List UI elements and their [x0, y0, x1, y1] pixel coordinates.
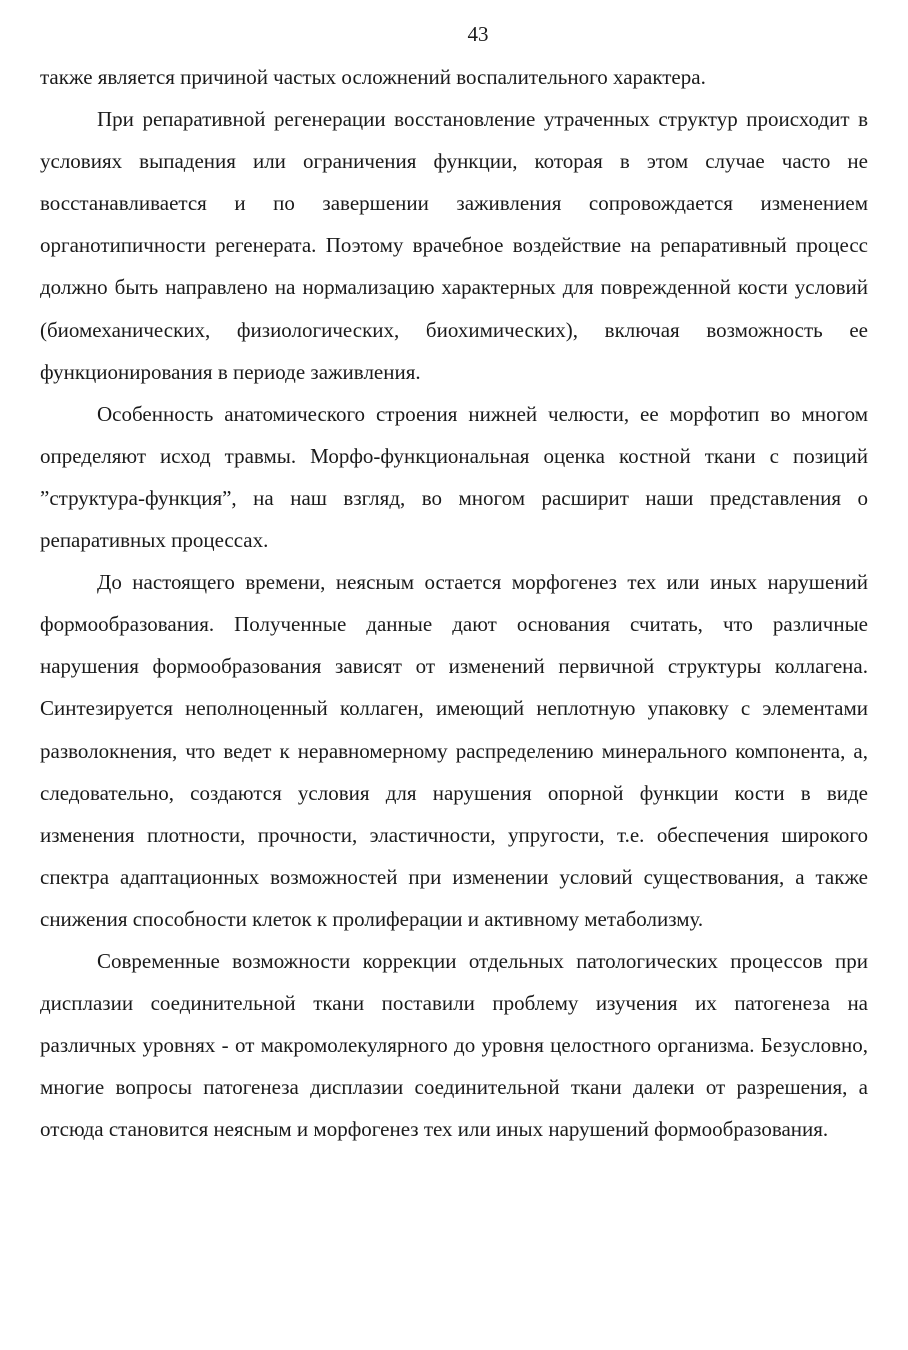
paragraph-continued: также является причиной частых осложнений воспалительного характера. [40, 65, 706, 89]
paragraph-correction-possibilities: Современные возможности коррекции отдельных патологических процессов при дисплазии соединительной ткани поставили проблему изучения их патогенеза на различных уровнях - от макромолекулярного до уровня целостного организма. Безусловно, многие вопросы патогенеза дисплазии соединительной ткани далеки от разрешения, а отсюда становится неясным и морфогенез тех или иных нарушений формообразования. [40, 948, 868, 1142]
paragraph-morphogenesis: До настоящего времени, неясным остается морфогенез тех или иных нарушений формообразования. Полученные данные дают основания считать, что различные нарушения формообразования зависят от изменений первичной структуры коллагена. Синтезируется неполноценный коллаген, имеющий неплотную упаковку с элементами разволокнения, что ведет к неравномерному распределению минерального компонента, а, следовательно, создаются условия для нарушения опорной функции кости в виде изменения плотности, прочности, эластичности, упругости, т.е. обеспечения широкого спектра адаптационных возможностей при изменении условий существования, а также снижения способности клеток к пролиферации и активному метаболизму. [40, 570, 868, 931]
paragraph-reparative-regeneration: При репаративной регенерации восстановление утраченных структур происходит в условиях выпадения или ограничения функции, которая в этом случае часто не восстанавливается и по завершении заживления сопровождается изменением органотипичности регенерата. Поэтому врачебное воздействие на репаративный процесс должно быть направлено на нормализацию характерных для поврежденной кости условий (биомеханических, физиологических, биохимических), включая возможность ее функционирования в периоде заживления. [40, 107, 868, 384]
paragraph-mandible-anatomy: Особенность анатомического строения нижней челюсти, ее морфотип во многом определяют исход травмы. Морфо-функциональная оценка костной ткани с позиций ”структура-функция”, на наш взгляд, во многом расширит наши представления о репаративных процессах. [40, 401, 868, 553]
document-page [40, 16, 868, 1150]
page-number: 43 [467, 22, 489, 46]
